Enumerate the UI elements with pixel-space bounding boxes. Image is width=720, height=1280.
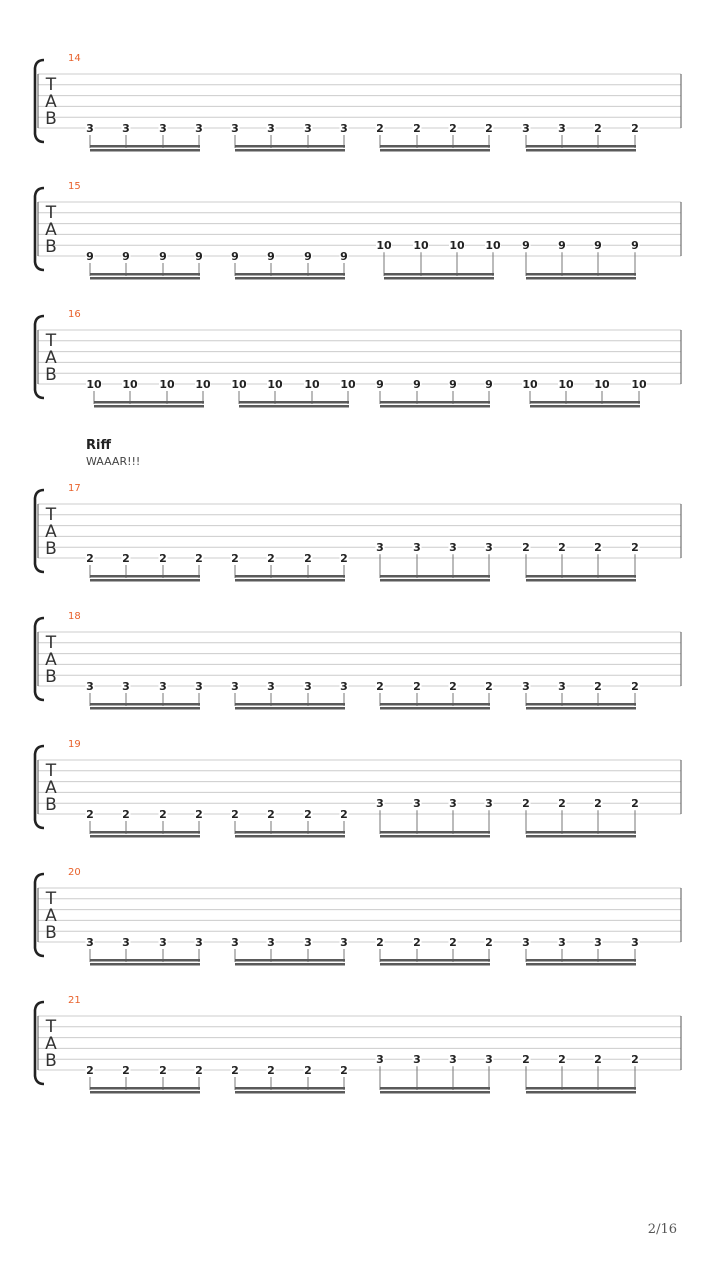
beam: [235, 145, 345, 148]
beam: [526, 1091, 636, 1094]
fret-number: 3: [413, 1053, 421, 1067]
fret-number: 9: [558, 239, 566, 253]
fret-number: 10: [159, 378, 175, 391]
fret-number: 2: [195, 1064, 203, 1077]
fret-number: 10: [304, 378, 320, 391]
clef-letter-b: B: [45, 365, 57, 385]
beam: [90, 145, 200, 148]
fret-number: 10: [413, 239, 429, 253]
fret-number: 2: [122, 1064, 130, 1077]
fret-number: 3: [485, 541, 493, 555]
fret-number: 3: [485, 1053, 493, 1067]
fret-number: 9: [594, 239, 602, 253]
fret-number: 3: [558, 680, 566, 693]
fret-number: 2: [159, 808, 167, 821]
fret-number: 2: [340, 808, 348, 821]
fret-number: 2: [413, 122, 421, 135]
beam: [235, 835, 345, 838]
fret-number: 2: [231, 1064, 239, 1077]
fret-number: 2: [159, 552, 167, 565]
fret-number: 10: [449, 239, 465, 253]
fret-number: 3: [522, 680, 530, 693]
beam: [239, 401, 349, 404]
clef-letter-t: T: [45, 889, 57, 909]
beam: [380, 575, 490, 578]
system-bracket: [35, 316, 44, 398]
beam: [90, 963, 200, 966]
fret-number: 10: [86, 378, 102, 391]
fret-number: 2: [86, 552, 94, 565]
fret-number: 3: [267, 680, 275, 693]
fret-number: 3: [267, 936, 275, 949]
fret-number: 3: [304, 936, 312, 949]
fret-number: 9: [376, 378, 384, 391]
system-bracket: [35, 746, 44, 828]
fret-number: 2: [485, 122, 493, 135]
fret-number: 3: [231, 122, 239, 135]
beam: [90, 831, 200, 834]
beam: [235, 575, 345, 578]
fret-number: 3: [195, 680, 203, 693]
page-number: 2/16: [647, 1222, 677, 1237]
fret-number: 10: [631, 378, 647, 391]
beam: [380, 401, 490, 404]
fret-number: 2: [231, 552, 239, 565]
fret-number: 3: [340, 680, 348, 693]
beam: [235, 149, 345, 152]
measure-number: 18: [68, 611, 81, 622]
fret-number: 3: [485, 797, 493, 811]
fret-number: 10: [340, 378, 356, 391]
fret-number: 2: [631, 797, 639, 811]
fret-number: 2: [631, 541, 639, 555]
beam: [90, 703, 200, 706]
fret-number: 2: [267, 808, 275, 821]
fret-number: 10: [594, 378, 610, 391]
fret-number: 3: [195, 936, 203, 949]
clef-letter-b: B: [45, 923, 57, 943]
fret-number: 2: [376, 936, 384, 949]
fret-number: 2: [231, 808, 239, 821]
fret-number: 3: [122, 122, 130, 135]
fret-number: 3: [340, 936, 348, 949]
system-bracket: [35, 490, 44, 572]
section-subtitle: WAAAR!!!: [86, 455, 141, 468]
measure-number: 17: [68, 483, 81, 494]
fret-number: 2: [122, 808, 130, 821]
system-bracket: [35, 874, 44, 956]
fret-number: 9: [195, 250, 203, 263]
beam: [526, 963, 636, 966]
fret-number: 9: [485, 378, 493, 391]
fret-number: 3: [449, 541, 457, 555]
clef-letter-a: A: [45, 92, 57, 112]
fret-number: 9: [159, 250, 167, 263]
fret-number: 3: [522, 122, 530, 135]
fret-number: 3: [594, 936, 602, 949]
beam: [526, 149, 636, 152]
beam: [90, 835, 200, 838]
clef-letter-b: B: [45, 109, 57, 129]
beam: [380, 149, 490, 152]
fret-number: 3: [86, 680, 94, 693]
clef-letter-a: A: [45, 906, 57, 926]
fret-number: 2: [594, 797, 602, 811]
fret-number: 2: [594, 680, 602, 693]
fret-number: 3: [159, 680, 167, 693]
fret-number: 2: [413, 680, 421, 693]
fret-number: 3: [86, 122, 94, 135]
beam: [380, 831, 490, 834]
fret-number: 2: [558, 797, 566, 811]
beam: [90, 277, 200, 280]
fret-number: 9: [231, 250, 239, 263]
measure-number: 21: [68, 995, 81, 1006]
fret-number: 9: [413, 378, 421, 391]
clef-letter-a: A: [45, 650, 57, 670]
fret-number: 2: [594, 541, 602, 555]
measure-number: 15: [68, 181, 81, 192]
beam: [90, 1087, 200, 1090]
section-title: Riff: [86, 438, 111, 453]
fret-number: 10: [485, 239, 501, 253]
fret-number: 3: [413, 797, 421, 811]
beam: [235, 579, 345, 582]
fret-number: 2: [449, 936, 457, 949]
measure-number: 16: [68, 309, 81, 320]
beam: [380, 579, 490, 582]
beam: [526, 959, 636, 962]
clef-letter-t: T: [45, 505, 57, 525]
fret-number: 2: [522, 541, 530, 555]
fret-number: 9: [267, 250, 275, 263]
clef-letter-t: T: [45, 1017, 57, 1037]
clef-letter-t: T: [45, 203, 57, 223]
fret-number: 10: [195, 378, 211, 391]
beam: [526, 277, 636, 280]
clef-letter-b: B: [45, 539, 57, 559]
clef-letter-b: B: [45, 237, 57, 257]
fret-number: 3: [449, 797, 457, 811]
fret-number: 2: [485, 680, 493, 693]
measure-number: 14: [68, 53, 81, 64]
beam: [235, 831, 345, 834]
fret-number: 3: [522, 936, 530, 949]
fret-number: 2: [594, 122, 602, 135]
clef-letter-b: B: [45, 667, 57, 687]
clef-letter-a: A: [45, 522, 57, 542]
fret-number: 2: [340, 552, 348, 565]
fret-number: 2: [631, 122, 639, 135]
beam: [380, 963, 490, 966]
clef-letter-t: T: [45, 761, 57, 781]
beam: [90, 707, 200, 710]
fret-number: 10: [376, 239, 392, 253]
clef-letter-b: B: [45, 795, 57, 815]
fret-number: 2: [195, 552, 203, 565]
system-bracket: [35, 60, 44, 142]
fret-number: 3: [304, 680, 312, 693]
beam: [380, 1087, 490, 1090]
beam: [235, 963, 345, 966]
fret-number: 3: [631, 936, 639, 949]
clef-letter-a: A: [45, 220, 57, 240]
beam: [90, 273, 200, 276]
beam: [235, 959, 345, 962]
fret-number: 3: [376, 1053, 384, 1067]
fret-number: 2: [340, 1064, 348, 1077]
fret-number: 2: [267, 552, 275, 565]
fret-number: 2: [485, 936, 493, 949]
fret-number: 2: [558, 541, 566, 555]
fret-number: 3: [413, 541, 421, 555]
fret-number: 2: [449, 122, 457, 135]
beam: [380, 1091, 490, 1094]
fret-number: 10: [558, 378, 574, 391]
fret-number: 3: [376, 541, 384, 555]
clef-letter-a: A: [45, 778, 57, 798]
fret-number: 3: [558, 122, 566, 135]
fret-number: 3: [122, 936, 130, 949]
fret-number: 9: [449, 378, 457, 391]
fret-number: 9: [122, 250, 130, 263]
fret-number: 2: [376, 122, 384, 135]
beam: [94, 401, 204, 404]
beam: [526, 273, 636, 276]
fret-number: 2: [122, 552, 130, 565]
beam: [526, 1087, 636, 1090]
fret-number: 2: [304, 808, 312, 821]
beam: [235, 1091, 345, 1094]
fret-number: 2: [449, 680, 457, 693]
beam: [526, 145, 636, 148]
beam: [94, 405, 204, 408]
beam: [380, 959, 490, 962]
fret-number: 10: [231, 378, 247, 391]
beam: [384, 277, 494, 280]
system-bracket: [35, 1002, 44, 1084]
fret-number: 3: [231, 936, 239, 949]
beam: [380, 405, 490, 408]
fret-number: 9: [86, 250, 94, 263]
fret-number: 2: [522, 797, 530, 811]
fret-number: 3: [122, 680, 130, 693]
beam: [526, 703, 636, 706]
fret-number: 3: [304, 122, 312, 135]
beam: [90, 149, 200, 152]
beam: [380, 835, 490, 838]
beam: [90, 959, 200, 962]
beam: [235, 1087, 345, 1090]
fret-number: 3: [558, 936, 566, 949]
fret-number: 3: [86, 936, 94, 949]
fret-number: 3: [159, 936, 167, 949]
fret-number: 2: [267, 1064, 275, 1077]
clef-letter-t: T: [45, 633, 57, 653]
clef-letter-t: T: [45, 75, 57, 95]
fret-number: 2: [304, 552, 312, 565]
fret-number: 3: [159, 122, 167, 135]
beam: [235, 273, 345, 276]
fret-number: 2: [376, 680, 384, 693]
fret-number: 2: [304, 1064, 312, 1077]
beam: [380, 707, 490, 710]
beam: [530, 405, 640, 408]
measure-number: 20: [68, 867, 81, 878]
beam: [235, 703, 345, 706]
beam: [530, 401, 640, 404]
beam: [526, 835, 636, 838]
beam: [384, 273, 494, 276]
fret-number: 9: [304, 250, 312, 263]
fret-number: 10: [122, 378, 138, 391]
fret-number: 2: [86, 1064, 94, 1077]
beam: [239, 405, 349, 408]
fret-number: 2: [159, 1064, 167, 1077]
fret-number: 9: [340, 250, 348, 263]
fret-number: 3: [267, 122, 275, 135]
fret-number: 2: [195, 808, 203, 821]
system-bracket: [35, 188, 44, 270]
beam: [526, 575, 636, 578]
fret-number: 3: [449, 1053, 457, 1067]
beam: [380, 703, 490, 706]
clef-letter-b: B: [45, 1051, 57, 1071]
beam: [235, 277, 345, 280]
fret-number: 2: [631, 680, 639, 693]
fret-number: 9: [522, 239, 530, 253]
clef-letter-a: A: [45, 1034, 57, 1054]
system-bracket: [35, 618, 44, 700]
fret-number: 2: [522, 1053, 530, 1067]
beam: [526, 579, 636, 582]
fret-number: 3: [195, 122, 203, 135]
clef-letter-a: A: [45, 348, 57, 368]
fret-number: 10: [267, 378, 283, 391]
beam: [235, 707, 345, 710]
fret-number: 3: [376, 797, 384, 811]
beam: [526, 831, 636, 834]
fret-number: 2: [594, 1053, 602, 1067]
fret-number: 2: [558, 1053, 566, 1067]
measure-number: 19: [68, 739, 81, 750]
beam: [90, 1091, 200, 1094]
beam: [90, 575, 200, 578]
beam: [526, 707, 636, 710]
clef-letter-t: T: [45, 331, 57, 351]
beam: [380, 145, 490, 148]
beam: [90, 579, 200, 582]
fret-number: 2: [413, 936, 421, 949]
fret-number: 2: [631, 1053, 639, 1067]
fret-number: 3: [340, 122, 348, 135]
fret-number: 2: [86, 808, 94, 821]
fret-number: 10: [522, 378, 538, 391]
fret-number: 9: [631, 239, 639, 253]
fret-number: 3: [231, 680, 239, 693]
